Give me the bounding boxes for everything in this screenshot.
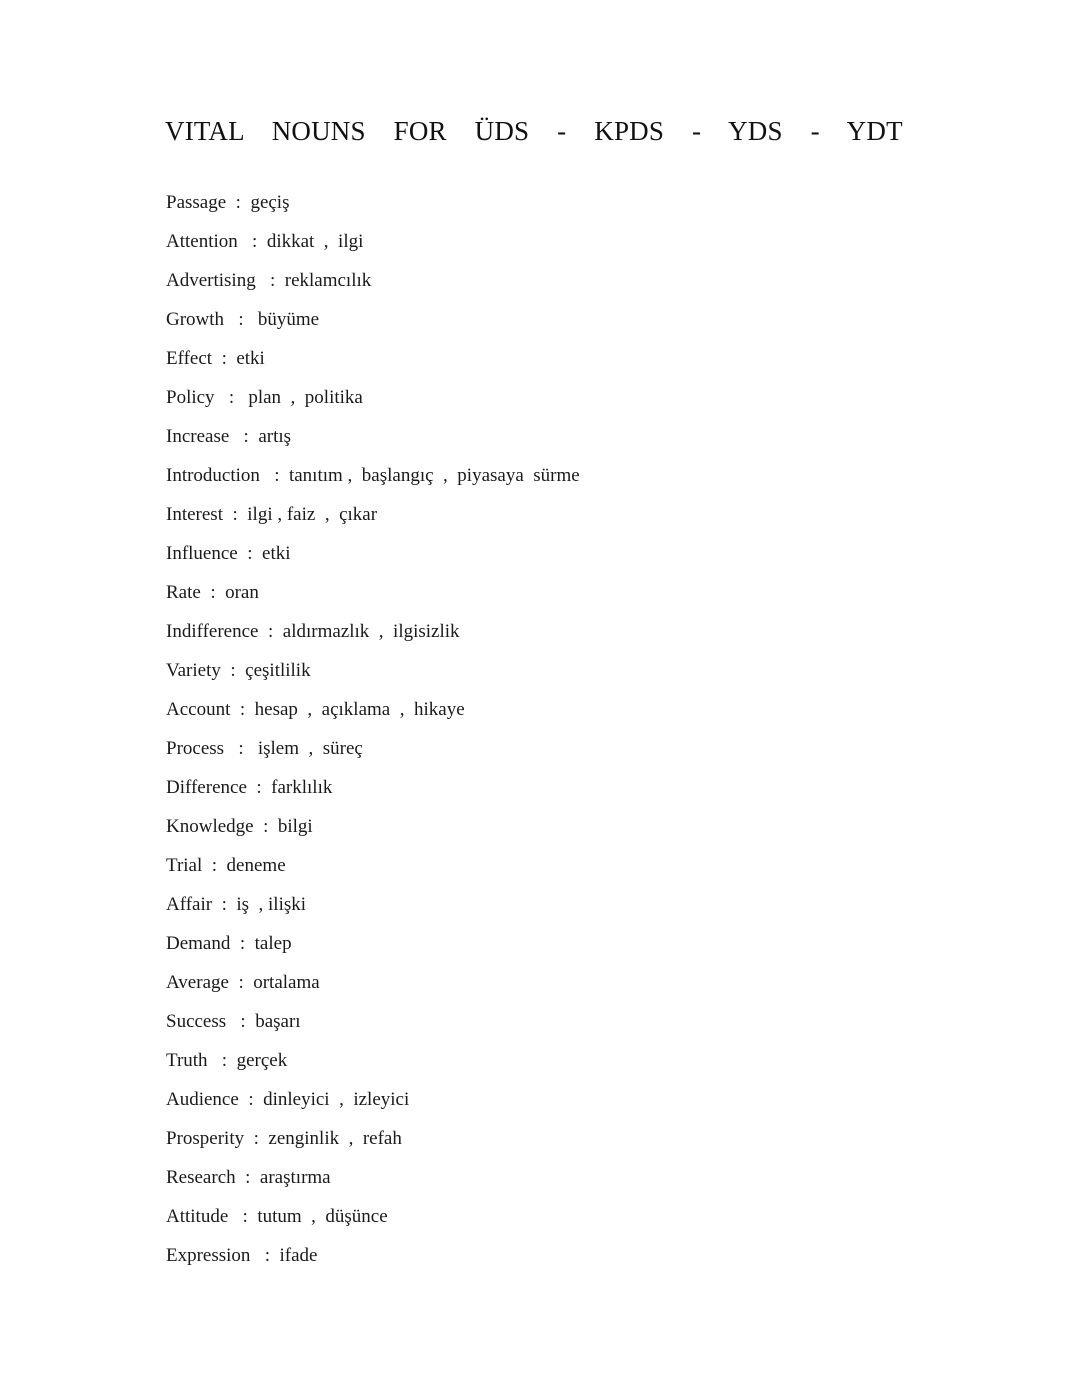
vocabulary-entry xyxy=(166,658,580,697)
vocabulary-entry xyxy=(166,580,580,619)
vocabulary-entry xyxy=(166,1126,580,1165)
entry-term: Rate xyxy=(166,582,201,603)
vocabulary-entry xyxy=(166,814,580,853)
document-title: VITAL NOUNS FOR ÜDS - KPDS - YDS - YDT xyxy=(165,116,903,146)
entry-separator: : xyxy=(229,426,259,447)
entry-term: Research xyxy=(166,1167,236,1188)
vocabulary-entry xyxy=(166,853,580,892)
entry-meaning: reklamcılık xyxy=(284,270,372,291)
entry-separator: : xyxy=(226,192,251,213)
entry-meaning: bilgi xyxy=(277,816,313,837)
entry-term: Demand xyxy=(166,933,231,954)
vocabulary-entry xyxy=(166,346,580,385)
entry-meaning: işlem , süreç xyxy=(257,738,363,759)
entry-meaning: ifade xyxy=(279,1245,318,1266)
vocabulary-entry xyxy=(166,970,580,1009)
entry-term: Introduction xyxy=(166,465,260,486)
entry-separator: : xyxy=(212,894,237,915)
entry-meaning: dinleyici , izleyici xyxy=(263,1089,410,1110)
vocabulary-entry xyxy=(166,697,580,736)
vocabulary-entry xyxy=(166,1048,580,1087)
entry-meaning: oran xyxy=(225,582,259,603)
entry-term: Success xyxy=(166,1011,227,1032)
vocabulary-entry xyxy=(166,541,580,580)
entry-separator: : xyxy=(238,1089,264,1110)
vocabulary-entry xyxy=(166,1204,580,1243)
entry-term: Attention xyxy=(166,231,238,252)
entry-term: Attitude xyxy=(166,1206,229,1227)
entry-term: Average xyxy=(166,972,229,993)
entry-separator: : xyxy=(244,1128,269,1149)
entry-meaning: çeşitlilik xyxy=(245,660,311,681)
entry-term: Difference xyxy=(166,777,247,798)
entry-separator: : xyxy=(259,465,289,486)
entry-separator: : xyxy=(230,933,255,954)
entry-term: Account xyxy=(166,699,231,720)
entry-term: Expression xyxy=(166,1245,251,1266)
vocabulary-entry xyxy=(166,1243,580,1282)
entry-term: Knowledge xyxy=(166,816,254,837)
entry-separator: : xyxy=(246,777,272,798)
entry-separator: : xyxy=(237,231,267,252)
vocabulary-entry xyxy=(166,463,580,502)
entry-separator: : xyxy=(202,855,227,876)
vocabulary-entry xyxy=(166,775,580,814)
entry-term: Effect xyxy=(166,348,213,369)
entry-separator: : xyxy=(258,621,283,642)
vocabulary-entry xyxy=(166,619,580,658)
entry-meaning: büyüme xyxy=(257,309,320,330)
entry-meaning: talep xyxy=(254,933,292,954)
entry-term: Growth xyxy=(166,309,225,330)
entry-term: Interest xyxy=(166,504,223,525)
vocabulary-entry xyxy=(166,502,580,541)
entry-meaning: gerçek xyxy=(236,1050,288,1071)
entry-meaning: etki xyxy=(236,348,265,369)
entry-separator: : xyxy=(200,582,226,603)
entry-term: Indifference xyxy=(166,621,259,642)
entry-separator: : xyxy=(253,816,278,837)
entry-term: Trial xyxy=(166,855,203,876)
vocabulary-entry xyxy=(166,229,580,268)
entry-meaning: geçiş xyxy=(250,192,290,213)
vocabulary-entry xyxy=(166,268,580,307)
vocabulary-entry xyxy=(166,190,580,229)
entry-term: Increase xyxy=(166,426,230,447)
vocabulary-entry xyxy=(166,307,580,346)
entry-separator: : xyxy=(230,699,255,720)
entry-separator: : xyxy=(224,738,258,759)
entry-term: Variety xyxy=(166,660,221,681)
vocabulary-entry xyxy=(166,1009,580,1048)
entry-separator: : xyxy=(207,1050,237,1071)
entry-term: Policy xyxy=(166,387,215,408)
entry-separator: : xyxy=(235,1167,260,1188)
vocabulary-entry xyxy=(166,931,580,970)
entry-meaning: zenginlik , refah xyxy=(268,1128,402,1149)
entry-separator: : xyxy=(228,972,254,993)
entry-term: Truth xyxy=(166,1050,208,1071)
entry-meaning: ortalama xyxy=(253,972,320,993)
entry-meaning: farklılık xyxy=(271,777,333,798)
entry-meaning: tanıtım , başlangıç , piyasaya sürme xyxy=(288,465,580,486)
vocabulary-entry xyxy=(166,1087,580,1126)
entry-meaning: dikkat , ilgi xyxy=(266,231,364,252)
entry-separator: : xyxy=(224,309,258,330)
entry-meaning: aldırmazlık , ilgisizlik xyxy=(282,621,460,642)
entry-term: Affair xyxy=(166,894,213,915)
vocabulary-entry xyxy=(166,385,580,424)
entry-separator: : xyxy=(255,270,285,291)
entry-separator: : xyxy=(226,1011,256,1032)
entry-term: Passage xyxy=(166,192,227,213)
vocabulary-entry xyxy=(166,1165,580,1204)
entry-separator: : xyxy=(237,543,263,564)
entry-separator: : xyxy=(222,504,248,525)
entry-meaning: plan , politika xyxy=(248,387,363,408)
entry-meaning: hesap , açıklama , hikaye xyxy=(254,699,465,720)
entry-term: Advertising xyxy=(166,270,256,291)
entry-meaning: deneme xyxy=(226,855,286,876)
vocabulary-entry xyxy=(166,736,580,775)
entry-term: Prosperity xyxy=(166,1128,245,1149)
entry-separator: : xyxy=(228,1206,258,1227)
entry-separator: : xyxy=(250,1245,280,1266)
vocabulary-list xyxy=(166,190,580,1282)
entry-separator: : xyxy=(214,387,249,408)
entry-term: Audience xyxy=(166,1089,239,1110)
entry-meaning: tutum , düşünce xyxy=(257,1206,388,1227)
entry-separator: : xyxy=(212,348,237,369)
entry-term: Influence xyxy=(166,543,238,564)
vocabulary-entry xyxy=(166,892,580,931)
entry-term: Process xyxy=(166,738,225,759)
entry-meaning: başarı xyxy=(255,1011,301,1032)
entry-meaning: artış xyxy=(258,426,292,447)
entry-meaning: araştırma xyxy=(259,1167,331,1188)
entry-meaning: iş , ilişki xyxy=(236,894,307,915)
entry-meaning: ilgi , faiz , çıkar xyxy=(247,504,378,525)
vocabulary-entry xyxy=(166,424,580,463)
entry-meaning: etki xyxy=(262,543,291,564)
entry-separator: : xyxy=(220,660,246,681)
